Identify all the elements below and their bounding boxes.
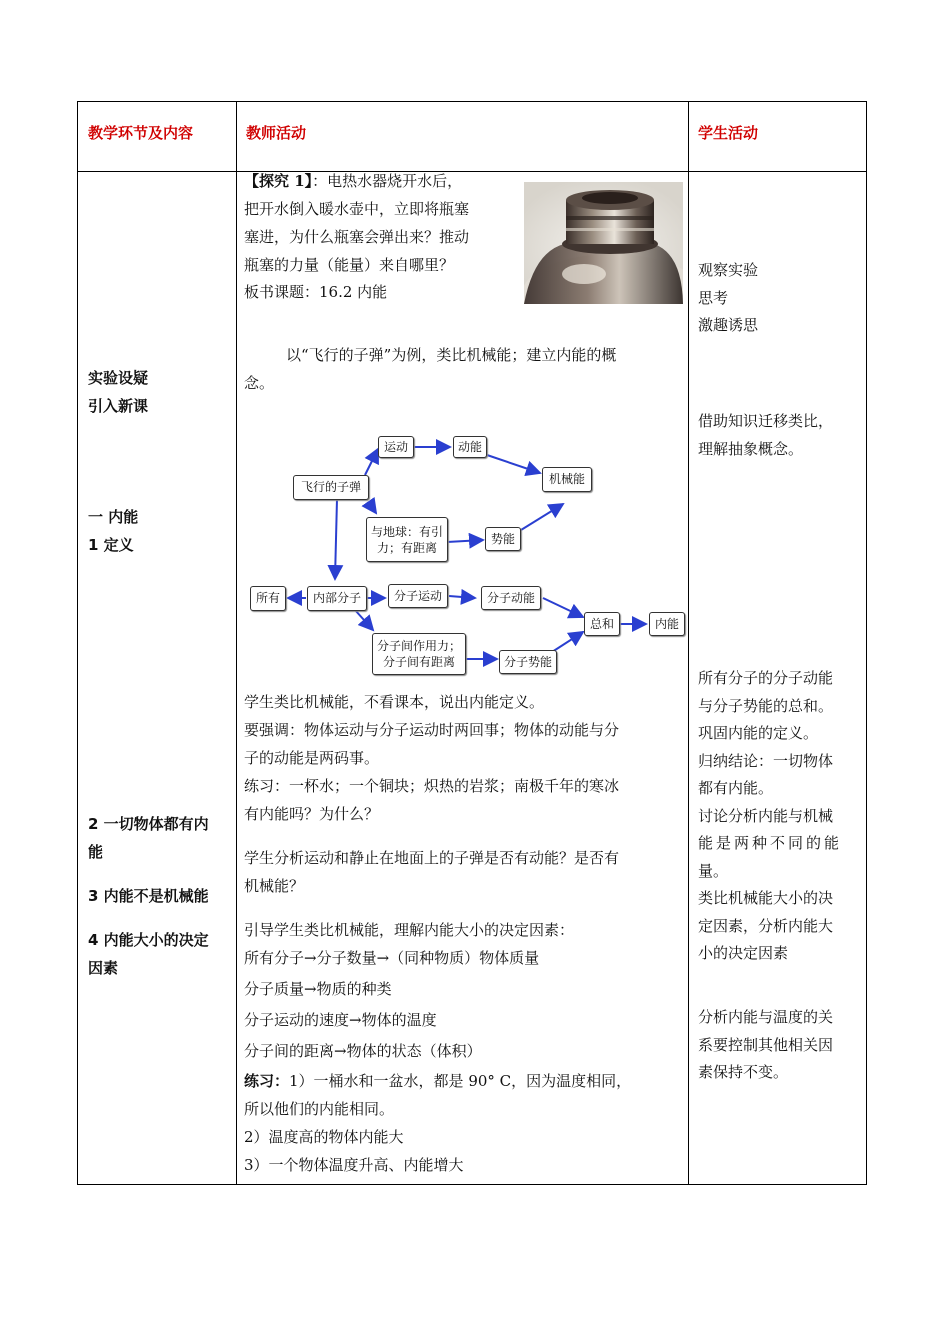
teacher-p2a: 要强调：物体运动与分子运动时两回事；物体的动能与分 bbox=[244, 721, 620, 739]
teacher-p4b: 机械能？ bbox=[244, 877, 305, 895]
section-all-objects-line2: 能 bbox=[88, 843, 104, 861]
node-all: 所有 bbox=[250, 586, 286, 611]
exercise-line1 bbox=[244, 1067, 631, 1095]
student-definition bbox=[698, 665, 860, 968]
node-molecular-potential: 分子势能 bbox=[499, 650, 557, 674]
section-intro-line2: 引入新课 bbox=[88, 397, 149, 415]
teacher-p6: 所有分子→分子数量→（同种物质）物体质量 bbox=[244, 949, 540, 967]
node-molecular-force-line2: 分子间有距离 bbox=[382, 655, 455, 669]
student-def-2: 与分子势能的总和。 bbox=[698, 696, 834, 715]
student-temp-1: 分析内能与温度的关 bbox=[698, 1008, 834, 1026]
node-molecular-force bbox=[372, 633, 466, 675]
section-intro-line1: 实验设疑 bbox=[88, 369, 149, 387]
teacher-p9: 分子间的距离→物体的状态（体积） bbox=[244, 1042, 482, 1060]
node-gravity-line1: 与地球：有引 bbox=[370, 525, 443, 539]
header-teacher: 教师活动 bbox=[246, 124, 307, 142]
teacher-p8: 分子运动的速度→物体的温度 bbox=[244, 1011, 437, 1029]
column-divider bbox=[236, 102, 237, 1184]
student-def-3: 巩固内能的定义。 bbox=[698, 724, 819, 742]
section-not-mechanical: 3 内能不是机械能 bbox=[88, 887, 209, 905]
section-all-objects-line1: 2 一切物体都有内 bbox=[88, 815, 209, 833]
node-kinetic: 动能 bbox=[453, 436, 487, 458]
analogy-line2: 念。 bbox=[244, 374, 275, 392]
explore-text: ：电热水器烧开水后， bbox=[312, 172, 463, 190]
concept-map bbox=[245, 427, 685, 679]
section-factors-line1: 4 内能大小的决定 bbox=[88, 931, 209, 949]
teacher-p3b: 有内能吗？为什么？ bbox=[244, 805, 380, 823]
explore-line4: 瓶塞的力量（能量）来自哪里？ bbox=[244, 256, 455, 274]
exercise-1a: 1）一桶水和一盆水，都是 90° C，因为温度相同， bbox=[289, 1072, 632, 1090]
student-def-1: 所有分子的分子动能 bbox=[698, 669, 834, 687]
header-divider bbox=[78, 171, 866, 172]
student-temp-2: 系要控制其他相关因 bbox=[698, 1035, 834, 1054]
thermos-bottle-photo bbox=[524, 182, 683, 304]
section-definition-line2: 1 定义 bbox=[88, 536, 134, 554]
exercise-1b: 所以他们的内能相同。 bbox=[244, 1100, 395, 1118]
section-factors-line2: 因素 bbox=[88, 959, 119, 977]
node-gravity-line2: 力；有距离 bbox=[376, 541, 437, 555]
analogy-line1: 以“飞行的子弹”为例，类比机械能；建立内能的概 bbox=[286, 346, 617, 364]
student-def-7: 能是两种不同的能 bbox=[698, 834, 843, 852]
teacher-p5: 引导学生类比机械能，理解内能大小的决定因素： bbox=[244, 921, 575, 939]
header-stage: 教学环节及内容 bbox=[88, 124, 194, 142]
node-mechanical: 机械能 bbox=[542, 467, 592, 492]
explore-label: 【探究 1】 bbox=[244, 172, 313, 190]
student-analogy-2: 理解抽象概念。 bbox=[698, 439, 804, 458]
student-def-4: 归纳结论：一切物体 bbox=[698, 751, 834, 770]
section-factors bbox=[88, 926, 209, 982]
node-inner-molecules: 内部分子 bbox=[307, 586, 367, 611]
teacher-p4a: 学生分析运动和静止在地面上的子弹是否有动能？是否有 bbox=[244, 849, 620, 867]
section-definition-line1: 一 内能 bbox=[88, 508, 139, 526]
student-def-10: 定因素，分析内能大 bbox=[698, 916, 834, 935]
teacher-p2b: 子的动能是两码事。 bbox=[244, 749, 380, 767]
student-def-8: 量。 bbox=[698, 861, 729, 880]
node-internal-energy: 内能 bbox=[649, 612, 685, 636]
section-intro bbox=[88, 364, 148, 420]
student-def-9: 类比机械能大小的决 bbox=[698, 889, 834, 907]
student-def-11: 小的决定因素 bbox=[698, 944, 789, 962]
student-observe-3: 激趣诱思 bbox=[698, 316, 759, 334]
student-observe-2: 思考 bbox=[698, 288, 729, 307]
student-analogy-1: 借助知识迁移类比， bbox=[698, 412, 834, 430]
section-definition bbox=[88, 503, 138, 559]
explore-line2: 把开水倒入暖水壶中，立即将瓶塞 bbox=[244, 200, 470, 218]
teacher-p1: 学生类比机械能，不看课本，说出内能定义。 bbox=[244, 693, 545, 711]
student-observe-1: 观察实验 bbox=[698, 261, 759, 279]
node-motion: 运动 bbox=[378, 436, 414, 458]
student-def-5: 都有内能。 bbox=[698, 779, 774, 797]
teacher-p7: 分子质量→物质的种类 bbox=[244, 980, 392, 998]
exercise-label: 练习： bbox=[244, 1072, 290, 1090]
node-gravity bbox=[366, 517, 448, 562]
student-observe bbox=[698, 257, 860, 340]
exercise-3: 3）一个物体温度升高、内能增大 bbox=[244, 1156, 464, 1174]
column-divider bbox=[688, 102, 689, 1184]
node-bullet: 飞行的子弹 bbox=[293, 475, 369, 500]
student-temp-3: 素保持不变。 bbox=[698, 1063, 789, 1081]
explore-line1 bbox=[244, 167, 462, 195]
node-potential: 势能 bbox=[485, 527, 521, 551]
teacher-p3a: 练习：一杯水；一个铜块；炽热的岩浆；南极千年的寒冰 bbox=[244, 777, 620, 795]
node-molecular-motion: 分子运动 bbox=[388, 584, 448, 608]
student-temperature bbox=[698, 1004, 860, 1087]
exercise-2: 2）温度高的物体内能大 bbox=[244, 1128, 404, 1146]
explore-line3: 塞进，为什么瓶塞会弹出来？推动 bbox=[244, 228, 470, 246]
board-title: 板书课题：16.2 内能 bbox=[244, 283, 388, 301]
node-molecular-force-line1: 分子间作用力； bbox=[376, 639, 461, 653]
student-def-6: 讨论分析内能与机械 bbox=[698, 806, 834, 825]
node-molecular-kinetic: 分子动能 bbox=[481, 586, 541, 610]
student-analogy bbox=[698, 408, 860, 463]
section-all-objects bbox=[88, 810, 209, 866]
node-sum: 总和 bbox=[584, 612, 620, 636]
header-student: 学生活动 bbox=[698, 124, 759, 142]
